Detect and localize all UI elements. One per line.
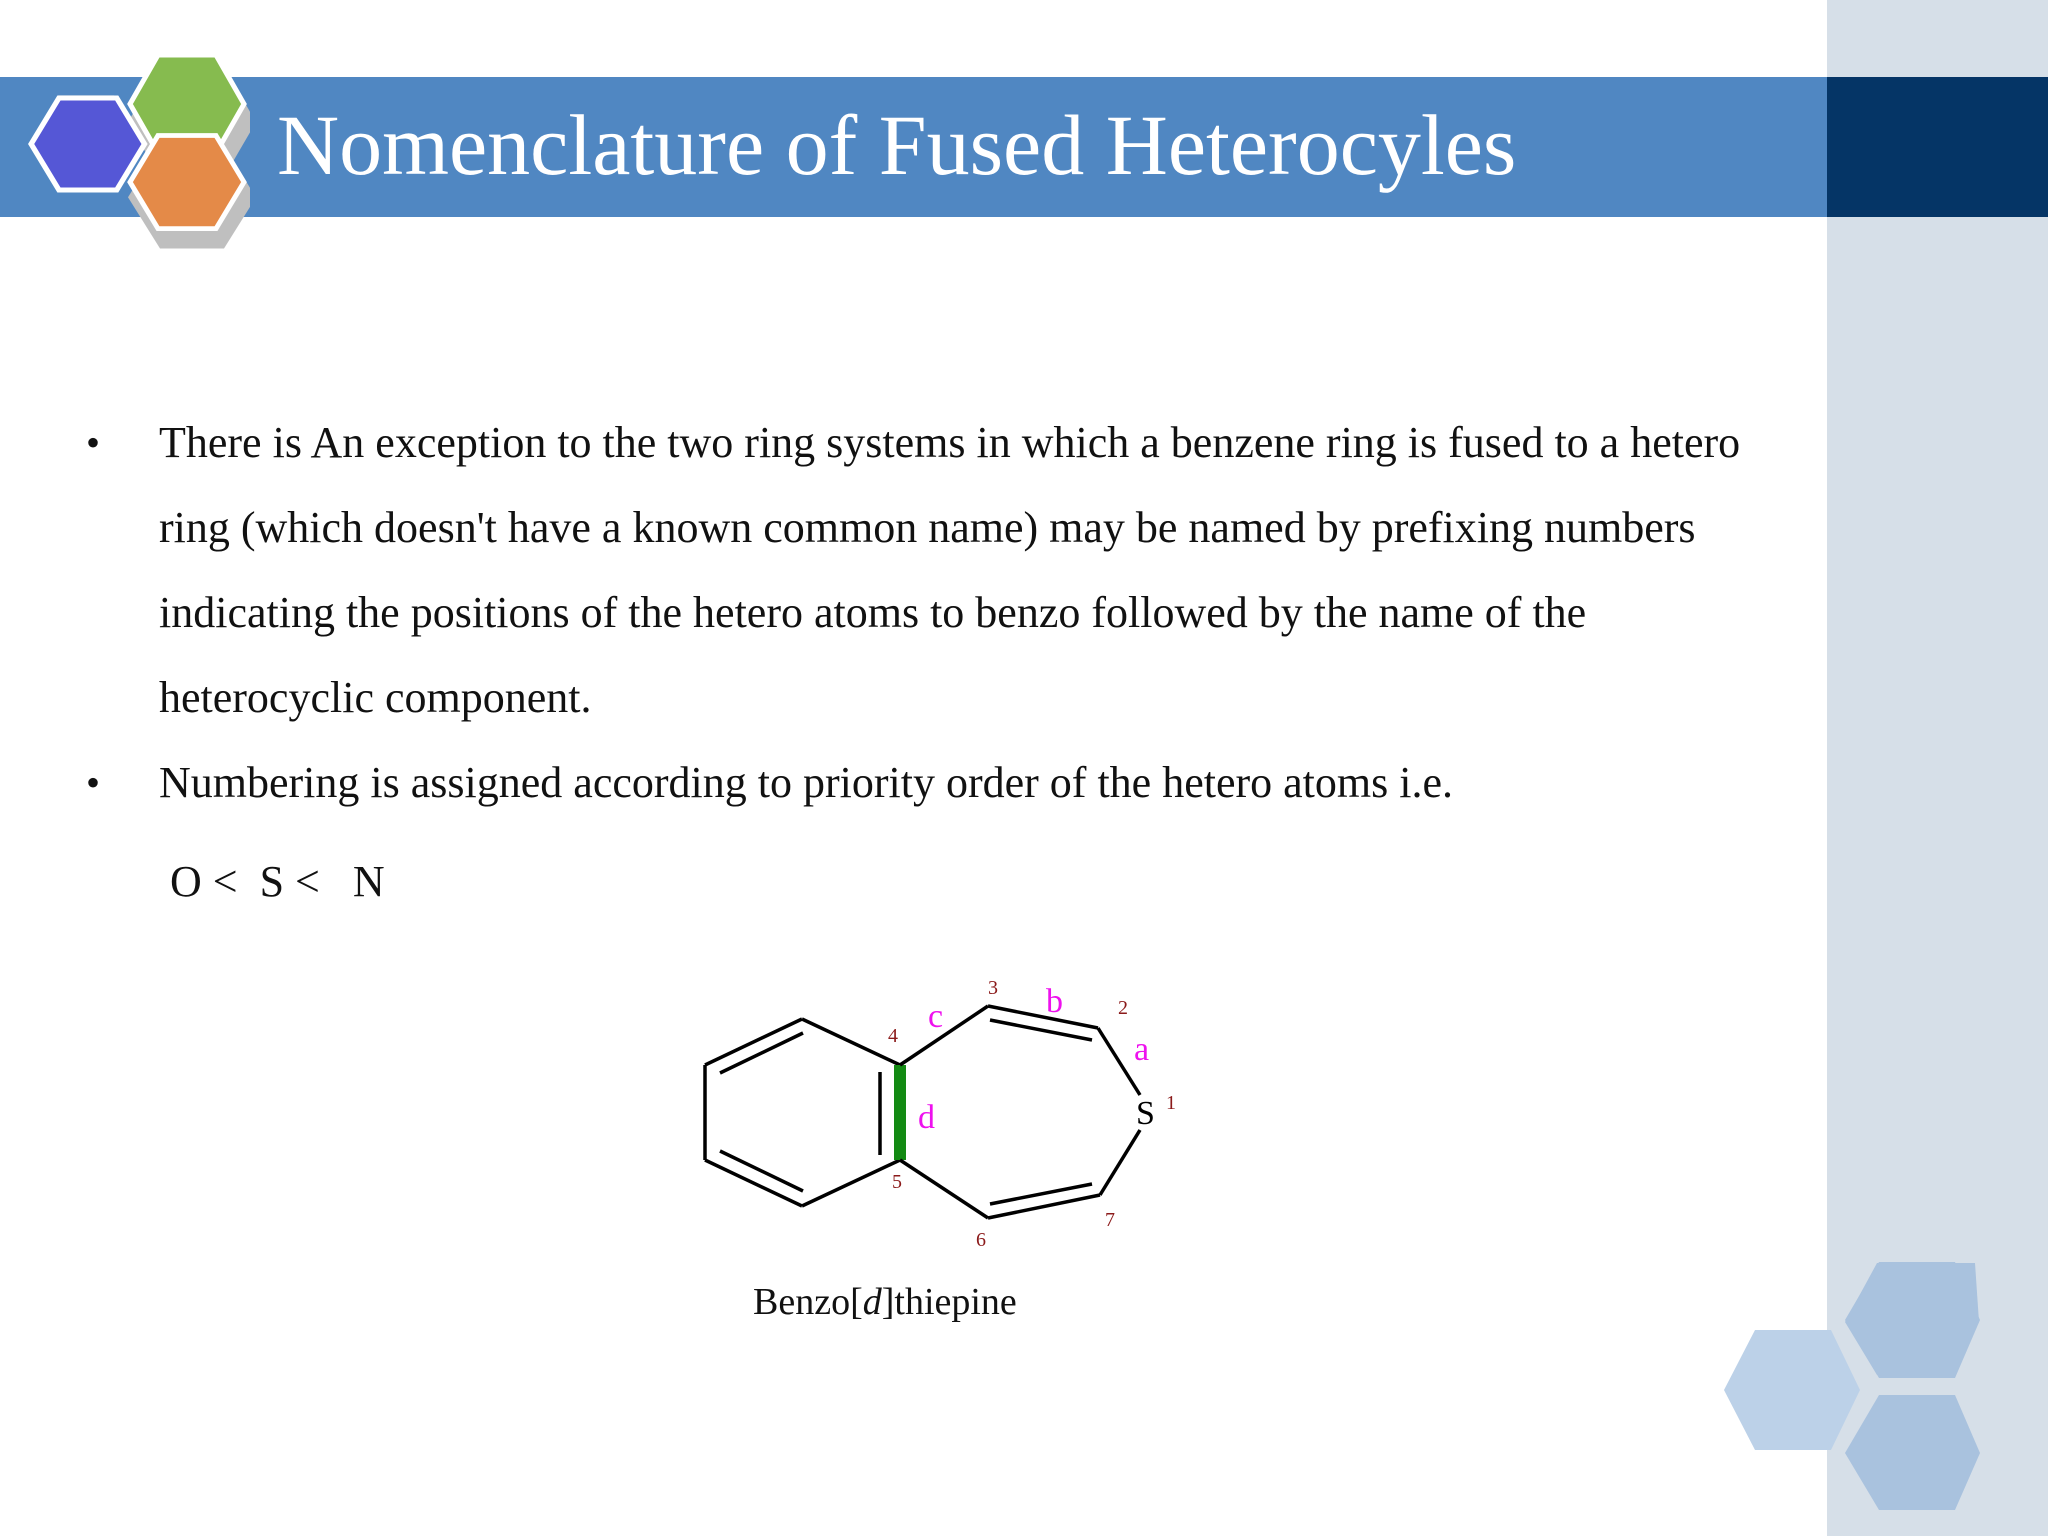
structure-caption bbox=[753, 1280, 1017, 1324]
bullet-list bbox=[80, 400, 1800, 825]
priority-order: O < S < N bbox=[170, 857, 385, 906]
locant: 3 bbox=[988, 977, 998, 999]
bullet-dot: • bbox=[86, 420, 101, 465]
bond-letter: a bbox=[1134, 1031, 1150, 1068]
bond-letter: b bbox=[1046, 983, 1063, 1020]
benzene-ring bbox=[705, 1019, 900, 1206]
caption-italic: d bbox=[862, 1281, 882, 1323]
locant: 6 bbox=[976, 1229, 986, 1251]
caption-prefix: Benzo[ bbox=[753, 1281, 863, 1323]
locant: 2 bbox=[1118, 997, 1128, 1019]
locant: 1 bbox=[1166, 1092, 1176, 1114]
sulfur-atom-label: S bbox=[1136, 1095, 1155, 1132]
locant: 7 bbox=[1105, 1209, 1115, 1231]
locant: 4 bbox=[888, 1025, 898, 1047]
bullet-text: There is An exception to the two ring systems in which a benzene ring is fused to a hetero ring (which doesn't have a known common name) may be named by prefixing numbers indicating the positions of the hetero atoms to benzo followed by the name of the heterocyclic component. bbox=[159, 418, 1741, 722]
bullet-item bbox=[80, 400, 1800, 740]
bond-letter: d bbox=[918, 1099, 935, 1136]
bullet-dot: • bbox=[86, 760, 101, 805]
thiepine-ring bbox=[900, 1006, 1140, 1218]
bullet-text: Numbering is assigned according to priority order of the hetero atoms i.e. bbox=[159, 758, 1453, 807]
bond-letter: c bbox=[928, 998, 944, 1035]
orange-hexagon bbox=[130, 136, 244, 229]
title-bar-accent bbox=[1827, 77, 2048, 217]
caption-suffix: ]thiepine bbox=[881, 1281, 1017, 1323]
deco-hexagon bbox=[1845, 1395, 1980, 1510]
decorative-hexagons-icon bbox=[1710, 1250, 2048, 1536]
bullet-item bbox=[80, 740, 1800, 825]
deco-hexagon bbox=[1724, 1330, 1860, 1450]
deco-hexagon bbox=[1845, 1262, 1980, 1378]
blue-hexagon bbox=[31, 98, 144, 190]
locant: 5 bbox=[892, 1171, 902, 1193]
hexagon-logo-icon bbox=[20, 40, 250, 250]
benzothiepine-structure bbox=[690, 960, 1210, 1260]
slide-title: Nomenclature of Fused Heterocyles bbox=[277, 97, 1517, 193]
